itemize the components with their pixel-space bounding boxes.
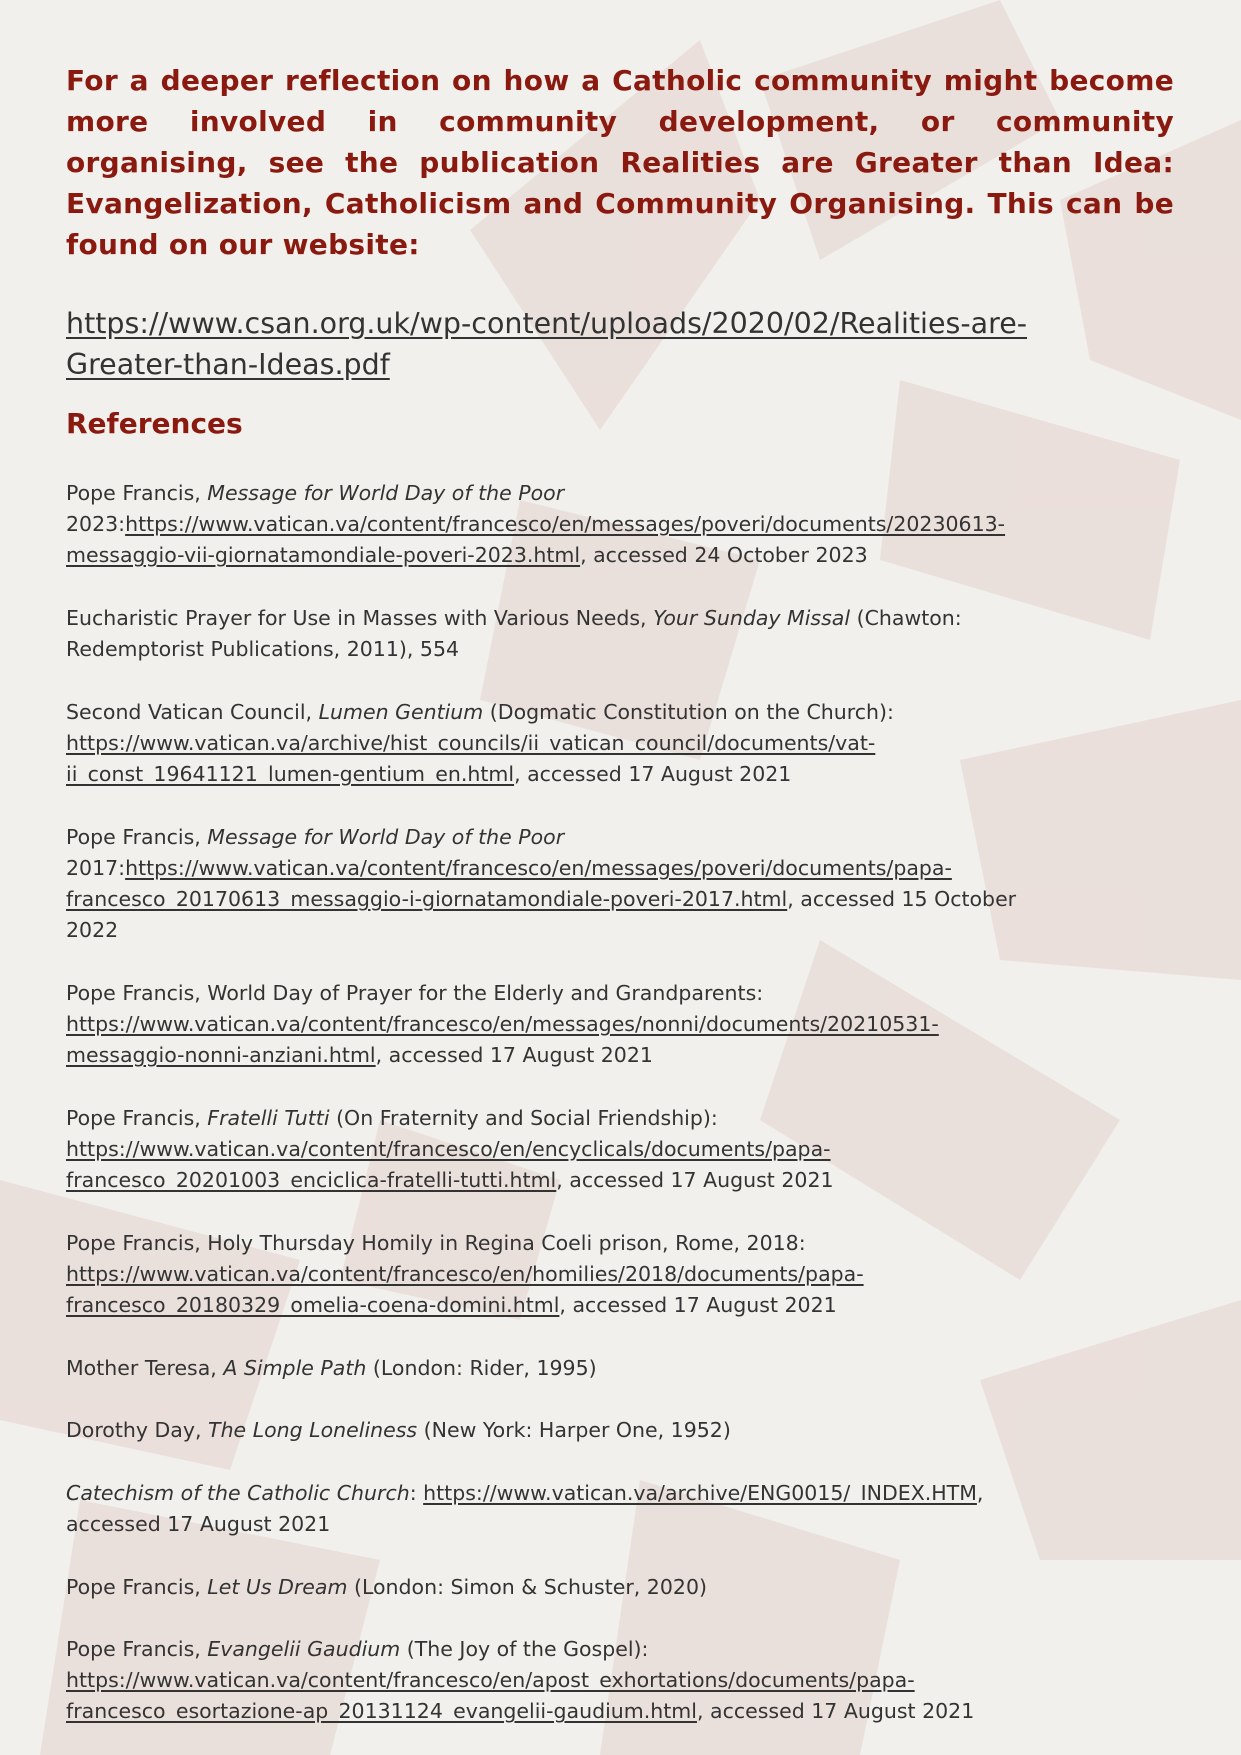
- reference-item: [66, 603, 1206, 665]
- reference-title: Message for World Day of the Poor: [207, 825, 565, 849]
- reference-accessed: , accessed 17 August 2021: [375, 1043, 653, 1067]
- reference-accessed: , accessed 17 August 2021: [696, 1699, 975, 1723]
- reference-accessed: , accessed 15 October: [787, 887, 1017, 911]
- reference-link-part2: francesco_20170613_messaggio-i-giornatamondiale-poveri-2017.html: [66, 887, 788, 911]
- reference-text: (New York: Harper One, 1952): [417, 1418, 731, 1442]
- reference-author: Pope Francis,: [66, 481, 208, 505]
- reference-author: Pope Francis,: [66, 1575, 208, 1599]
- reference-item: [66, 1228, 1206, 1321]
- reference-title: Evangelii Gaudium: [207, 1637, 401, 1661]
- reference-link-part1: https://www.vatican.va/content/francesco/en/homilies/2018/documents/papa-: [66, 1262, 864, 1286]
- reference-accessed: , accessed 17 August 2021: [556, 1168, 834, 1192]
- reference-link-part2: francesco_20180329_omelia-coena-domini.html: [66, 1293, 560, 1317]
- reference-title: Catechism of the Catholic Church: [66, 1481, 410, 1505]
- reference-link-part1: https://www.vatican.va/content/francesco/en/messages/nonni/documents/20210531-: [66, 1012, 939, 1036]
- reference-author: Mother Teresa,: [66, 1356, 224, 1380]
- reference-text: Pope Francis, Holy Thursday Homily in Regina Coeli prison, Rome, 2018:: [66, 1231, 806, 1255]
- reference-link-part2: ii_const_19641121_lumen-gentium_en.html: [66, 762, 515, 786]
- reference-text: (The Joy of the Gospel):: [400, 1637, 649, 1661]
- reference-year: 2023:: [66, 512, 126, 536]
- reference-accessed: , accessed 24 October 2023: [580, 543, 868, 567]
- reference-title: A Simple Path: [223, 1356, 367, 1380]
- reference-author: Pope Francis,: [66, 1106, 208, 1130]
- reference-link-part1: https://www.vatican.va/content/francesco/en/messages/poveri/documents/papa-: [125, 856, 952, 880]
- reference-title: Let Us Dream: [207, 1575, 348, 1599]
- reference-item: [66, 1103, 1206, 1196]
- reference-link-part2: messaggio-vii-giornatamondiale-poveri-2023.html: [66, 543, 581, 567]
- reference-text: (Dogmatic Constitution on the Church):: [483, 700, 894, 724]
- references-heading: References: [66, 407, 243, 440]
- reference-item: [66, 1353, 1206, 1384]
- publication-link-line2: Greater-than-Ideas.pdf: [66, 348, 390, 381]
- reference-item: [66, 1634, 1206, 1727]
- reference-text: (On Fraternity and Social Friendship):: [329, 1106, 718, 1130]
- intro-paragraph: For a deeper reflection on how a Catholic community might become more involved in community development, or community organising, see the publication Realities are Greater than Idea: Evangelization, Catholicism and Community Organising. This can be found on our website:: [66, 64, 1174, 261]
- reference-title: Fratelli Tutti: [207, 1106, 330, 1130]
- reference-title: Lumen Gentium: [318, 700, 484, 724]
- reference-text: (Chawton:: [850, 606, 962, 630]
- reference-link-part2: francesco_20201003_enciclica-fratelli-tutti.html: [66, 1168, 557, 1192]
- reference-link-part2: messaggio-nonni-anziani.html: [66, 1043, 376, 1067]
- reference-text: Pope Francis, World Day of Prayer for the Elderly and Grandparents:: [66, 981, 764, 1005]
- reference-accessed: , accessed 17 August 2021: [514, 762, 792, 786]
- reference-author: Dorothy Day,: [66, 1418, 209, 1442]
- publication-link[interactable]: [66, 303, 1174, 385]
- reference-title: Your Sunday Missal: [653, 606, 851, 630]
- reference-author: Second Vatican Council,: [66, 700, 319, 724]
- reference-author: Pope Francis,: [66, 825, 208, 849]
- reference-title: The Long Loneliness: [208, 1418, 418, 1442]
- reference-link[interactable]: https://www.vatican.va/archive/ENG0015/_INDEX.HTM: [423, 1481, 977, 1505]
- reference-link-part1: https://www.vatican.va/content/francesco/en/apost_exhortations/documents/papa-: [66, 1668, 915, 1692]
- reference-title: Message for World Day of the Poor: [207, 481, 565, 505]
- reference-text: Eucharistic Prayer for Use in Masses with Various Needs,: [66, 606, 654, 630]
- reference-accessed: accessed 17 August 2021: [66, 1512, 331, 1536]
- reference-text: :: [409, 1481, 424, 1505]
- reference-item: [66, 978, 1206, 1071]
- reference-link-part1: https://www.vatican.va/archive/hist_councils/ii_vatican_council/documents/vat-: [66, 731, 876, 755]
- reference-item: [66, 697, 1206, 790]
- reference-publisher: Redemptorist Publications, 2011), 554: [66, 637, 460, 661]
- reference-item: [66, 1572, 1206, 1603]
- reference-item: [66, 1415, 1206, 1446]
- reference-text: ,: [976, 1481, 984, 1505]
- reference-accessed-year: 2022: [66, 918, 119, 942]
- reference-accessed: , accessed 17 August 2021: [559, 1293, 837, 1317]
- reference-item: [66, 1478, 1206, 1540]
- reference-link-part1: https://www.vatican.va/content/francesco/en/messages/poveri/documents/20230613-: [125, 512, 1006, 536]
- reference-link-part1: https://www.vatican.va/content/francesco/en/encyclicals/documents/papa-: [66, 1137, 831, 1161]
- reference-link-part2: francesco_esortazione-ap_20131124_evangelii-gaudium.html: [66, 1699, 697, 1723]
- reference-item: [66, 822, 1206, 946]
- publication-link-line1: https://www.csan.org.uk/wp-content/uploads/2020/02/Realities-are-: [66, 307, 1028, 340]
- reference-text: (London: Rider, 1995): [366, 1356, 597, 1380]
- reference-author: Pope Francis,: [66, 1637, 208, 1661]
- reference-item: [66, 478, 1206, 571]
- reference-text: (London: Simon & Schuster, 2020): [347, 1575, 707, 1599]
- reference-year: 2017:: [66, 856, 126, 880]
